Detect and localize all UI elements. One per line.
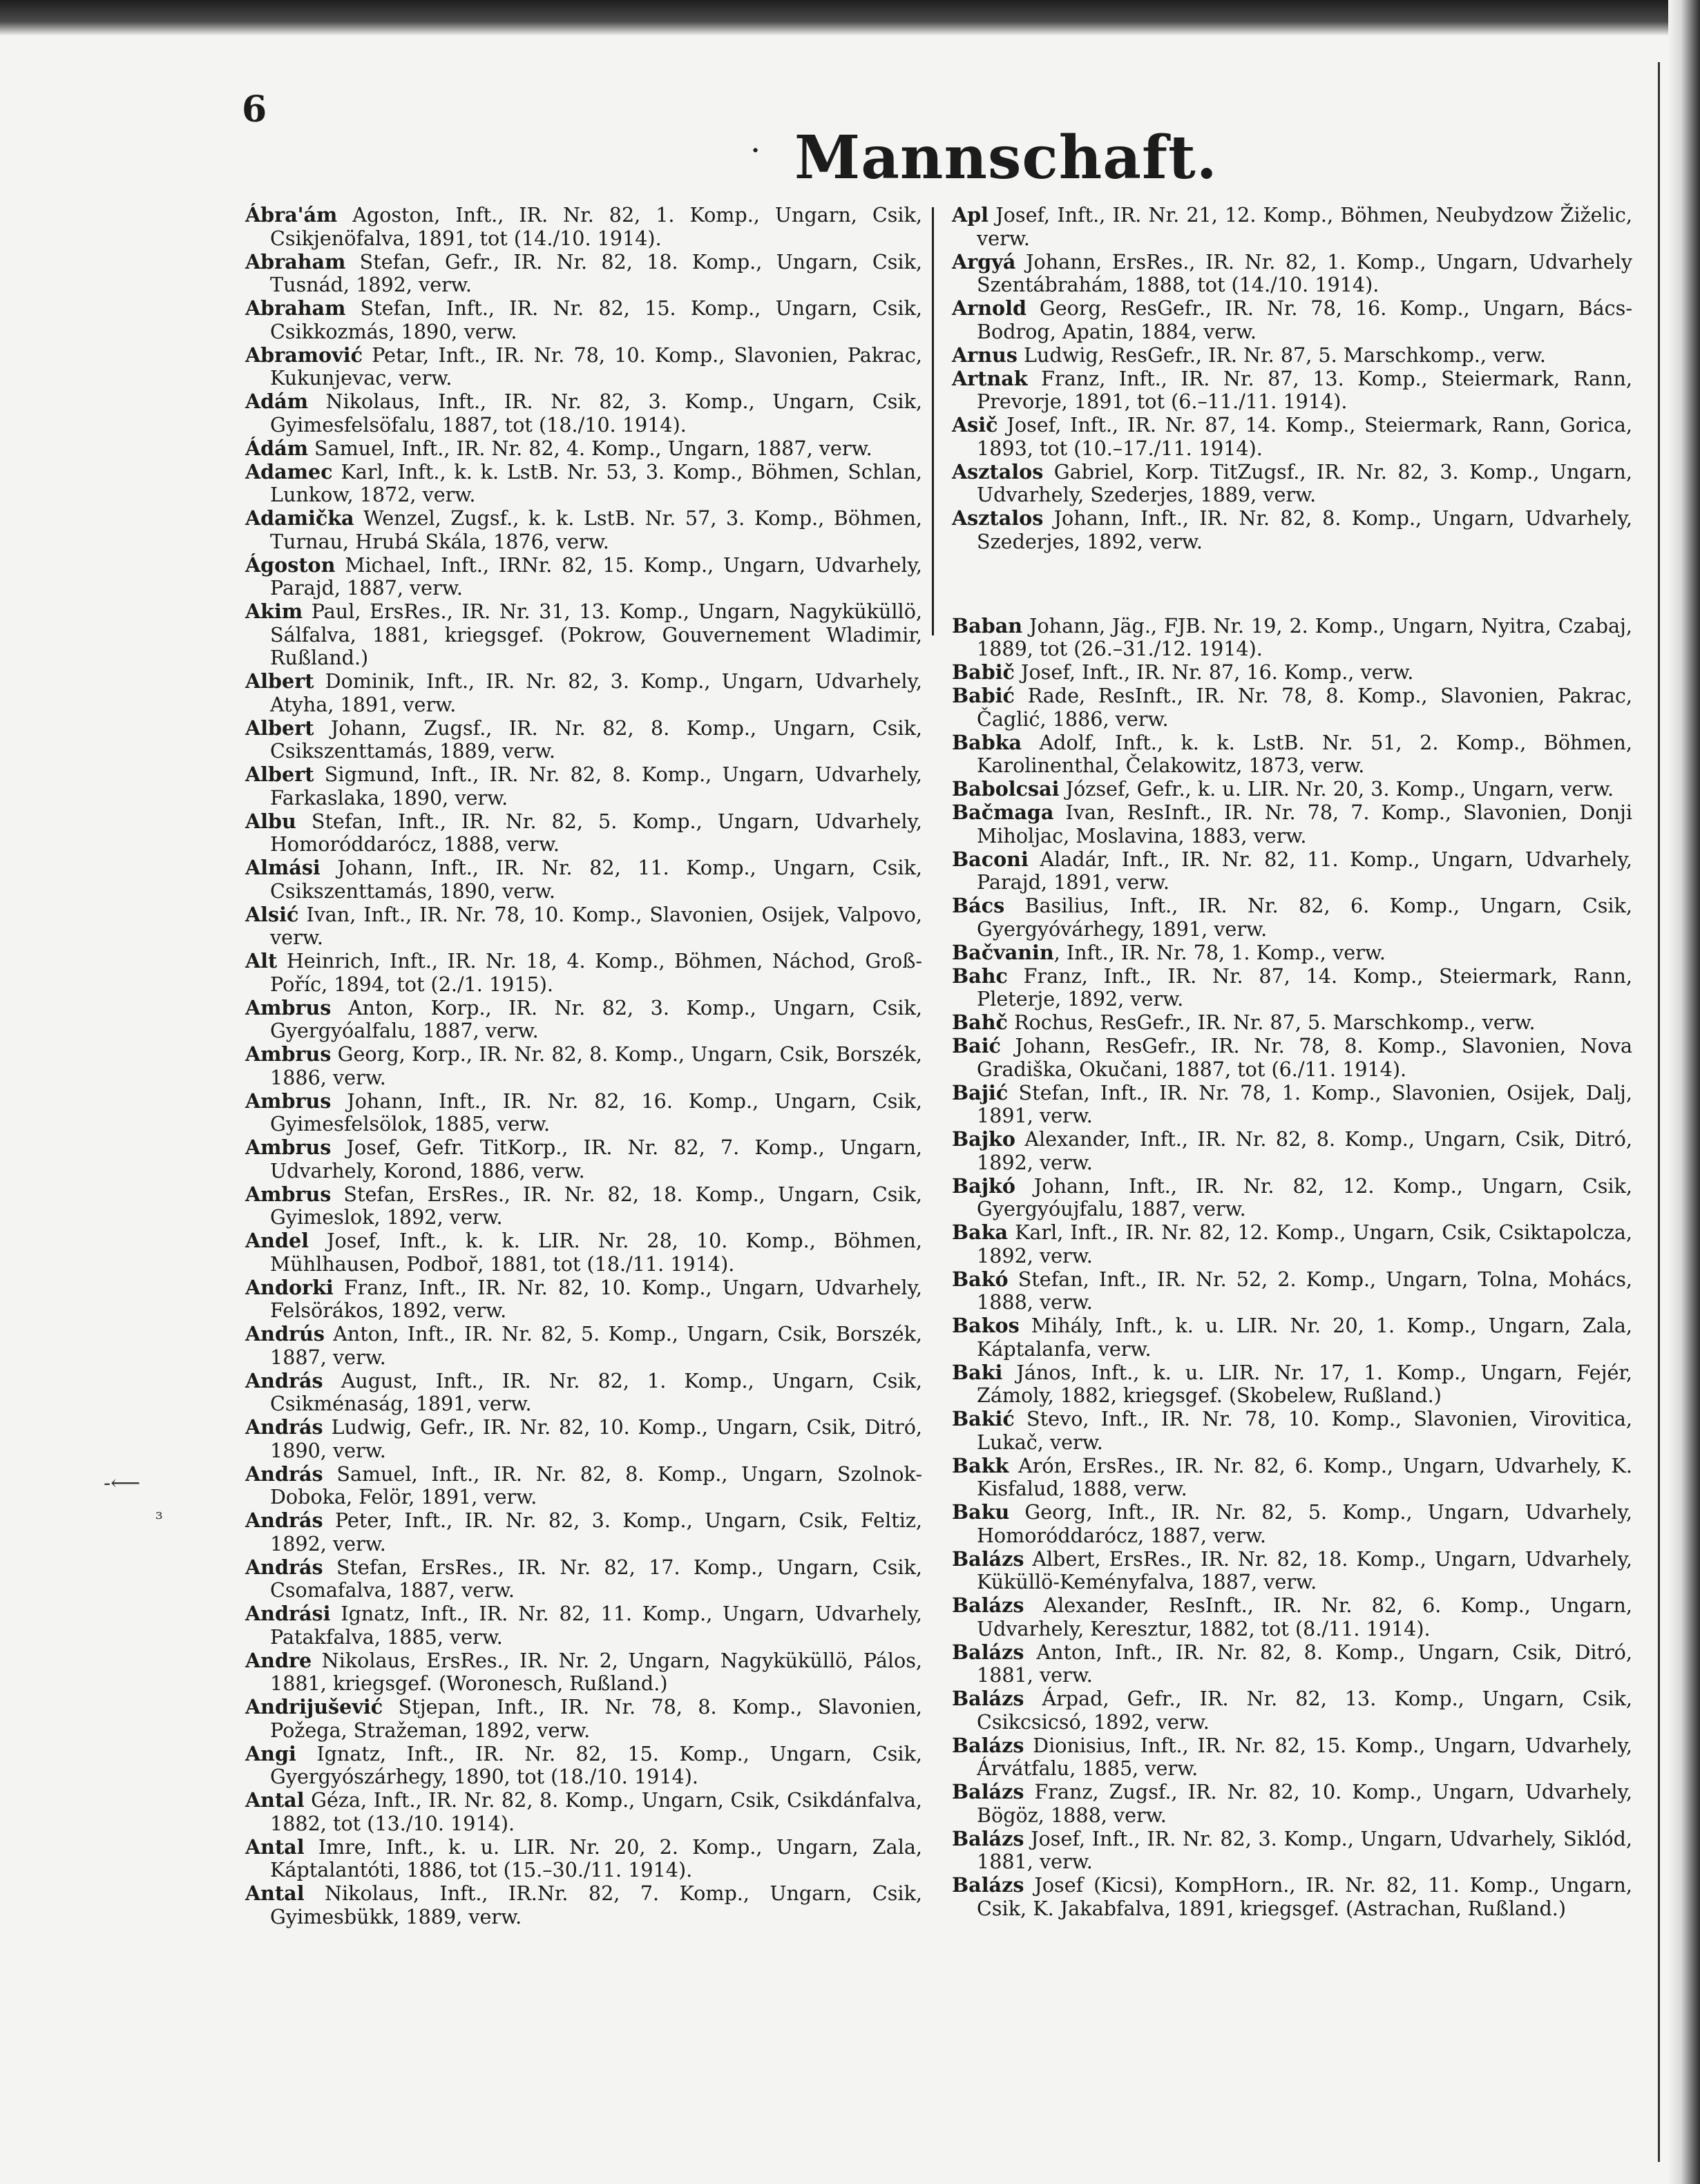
entry-details: Aladár, Inft., IR. Nr. 82, 11. Komp., Ungarn, Udvarhely, Parajd, 1891, verw. [977,847,1632,894]
entry-details: Josef, Inft., IR. Nr. 82, 3. Komp., Ungarn, Udvarhely, Siklód, 1881, verw. [977,1826,1632,1873]
register-entry [952,1221,1632,1267]
entry-details: Mihály, Inft., k. u. LIR. Nr. 20, 1. Komp., Ungarn, Zala, Káptalanfa, verw. [977,1314,1632,1361]
entry-surname: Albert [245,763,314,786]
entry-details: Rochus, ResGefr., IR. Nr. 87, 5. Marschkomp., verw. [1007,1010,1536,1034]
register-entry [952,1011,1632,1035]
register-entry [245,1743,922,1789]
entry-surname: Bahc [952,964,1008,988]
entry-details: Ludwig, Gefr., IR. Nr. 82, 10. Komp., Ungarn, Csik, Ditró, 1890, verw. [270,1415,922,1462]
entry-surname: Antal [245,1835,305,1859]
register-entry [245,251,922,297]
register-entry [952,1455,1632,1501]
entry-surname: Adamec [245,459,333,483]
entry-details: Wenzel, Zugsf., k. k. LstB. Nr. 57, 3. Komp., Böhmen, Turnau, Hrubá Skála, 1876, verw. [270,506,922,553]
register-entry [952,1408,1632,1454]
title-mark: · [750,131,761,170]
entry-details: Géza, Inft., IR. Nr. 82, 8. Komp., Ungarn, Csik, Csikdánfalva, 1882, tot (13./10. 1914). [270,1788,922,1835]
entry-surname: Albu [245,809,296,833]
register-entry [245,1276,922,1323]
entry-surname: Asztalos [952,459,1044,483]
entry-surname: Asič [952,413,998,437]
entry-surname: Baconi [952,847,1029,871]
register-entry [245,437,922,461]
entry-details: Dionisius, Inft., IR. Nr. 82, 15. Komp., Ungarn, Udvarhely, Árvátfalu, 1885, verw. [977,1733,1632,1780]
register-entry [952,1268,1632,1314]
entry-details: Stefan, Gefr., IR. Nr. 82, 18. Komp., Ungarn, Csik, Tusnád, 1892, verw. [270,249,922,296]
register-entry [245,1509,922,1555]
register-entry [952,801,1632,847]
entry-details: Stjepan, Inft., IR. Nr. 78, 8. Komp., Slavonien, Požega, Stražeman, 1892, verw. [270,1695,922,1742]
register-entry [245,600,922,670]
entry-surname: Abraham [245,249,346,274]
register-entry [952,367,1632,414]
entry-surname: Albert [245,669,314,693]
entry-details: Josef, Gefr. TitKorp., IR. Nr. 82, 7. Komp., Ungarn, Udvarhely, Korond, 1886, verw. [270,1136,922,1182]
register-entry [952,731,1632,778]
entry-surname: András [245,1415,323,1439]
entry-details: Stefan, Inft., IR. Nr. 78, 1. Komp., Slavonien, Osijek, Dalj, 1891, verw. [977,1080,1632,1127]
entry-surname: Ambrus [245,1089,332,1113]
entry-details: Ludwig, ResGefr., IR. Nr. 87, 5. Marschkomp., verw. [1017,343,1546,367]
entry-details: Michael, Inft., IRNr. 82, 15. Komp., Ungarn, Udvarhely, Parajd, 1887, verw. [270,553,922,600]
entry-details: Franz, Zugsf., IR. Nr. 82, 10. Komp., Ungarn, Udvarhely, Bögöz, 1888, verw. [977,1780,1632,1827]
entry-details: Nikolaus, ErsRes., IR. Nr. 2, Ungarn, Nagyküküllö, Pálos, 1881, kriegsgef. (Woronesch, Rußland.) [270,1648,922,1695]
register-entry [952,251,1632,297]
entry-surname: Bakó [952,1267,1009,1291]
entry-details: Stevo, Inft., IR. Nr. 78, 10. Komp., Slavonien, Virovitica, Lukač, verw. [977,1407,1632,1454]
entry-surname: Ambrus [245,1042,332,1066]
entry-details: Josef, Inft., IR. Nr. 87, 16. Komp., verw. [1014,660,1414,684]
entry-details: Árpad, Gefr., IR. Nr. 82, 13. Komp., Ungarn, Csik, Csikcsicsó, 1892, verw. [977,1687,1632,1734]
entry-surname: Bajko [952,1127,1015,1151]
entry-surname: Asztalos [952,506,1044,530]
register-entry [245,461,922,507]
entry-surname: Andorki [245,1275,334,1299]
register-entry [952,344,1632,367]
register-entry [245,1463,922,1509]
register-entry [952,1781,1632,1827]
entry-details: Basilius, Inft., IR. Nr. 82, 6. Komp., Ungarn, Csik, Gyergyóvárhegy, 1891, verw. [977,894,1632,941]
register-entry [952,615,1632,661]
entry-details: Alexander, ResInft., IR. Nr. 82, 6. Komp., Ungarn, Udvarhely, Keresztur, 1882, tot (8./11. 1914). [977,1593,1632,1640]
register-entry [952,507,1632,553]
register-entry [952,414,1632,460]
entry-surname: Arnus [952,343,1018,367]
entry-details: Stefan, Inft., IR. Nr. 82, 15. Komp., Ungarn, Csik, Csikkozmás, 1890, verw. [270,296,922,343]
entry-details: Georg, Korp., IR. Nr. 82, 8. Komp., Ungarn, Csik, Borszék, 1886, verw. [270,1042,922,1089]
register-entry [245,717,922,763]
register-entry [952,1175,1632,1221]
register-entry [952,1501,1632,1547]
entry-details: Petar, Inft., IR. Nr. 78, 10. Komp., Slavonien, Pakrac, Kukunjevac, verw. [270,343,922,390]
entry-surname: Alt [245,949,278,973]
entry-surname: Bakos [952,1314,1020,1337]
register-entry [245,997,922,1043]
entry-details: Samuel, Inft., IR. Nr. 82, 8. Komp., Ungarn, Szolnok-Doboka, Felör, 1891, verw. [270,1462,922,1508]
entry-details: Peter, Inft., IR. Nr. 82, 3. Komp., Ungarn, Csik, Feltiz, 1892, verw. [270,1508,922,1555]
register-entry [952,1314,1632,1361]
right-column [952,204,1632,1921]
entry-details: Paul, ErsRes., IR. Nr. 31, 13. Komp., Ungarn, Nagyküküllö, Sálfalva, 1881, kriegsgef. (Pokrow, Gouvernement Wladimir, Rußland.) [270,600,922,669]
register-entry [245,1370,922,1416]
entry-surname: Ambrus [245,995,332,1019]
register-entry [245,1882,922,1928]
entry-details: Josef (Kicsi), KompHorn., IR. Nr. 82, 11. Komp., Ungarn, Csik, K. Jakabfalva, 1891, kriegsgef. (Astrachan, Rußland.) [977,1873,1632,1920]
entry-surname: Almási [245,856,321,879]
page-title: Mannschaft. [794,123,1218,193]
entry-details: Albert, ErsRes., IR. Nr. 82, 18. Komp., Ungarn, Udvarhely, Küküllö-Keményfalva, 1887, verw. [977,1546,1632,1593]
scan-mark: -⟵ [104,1471,141,1495]
register-entry [245,1136,922,1182]
entry-surname: Babić [952,684,1015,707]
entry-surname: Albert [245,716,314,740]
entry-surname: András [245,1555,323,1579]
register-entry [245,1416,922,1462]
entry-surname: Bačvanin [952,940,1054,964]
entry-surname: Ambrus [245,1182,332,1206]
register-entry [245,670,922,716]
entry-surname: Baban [952,613,1023,638]
register-entry [245,1696,922,1742]
register-entry [245,344,922,390]
left-column [245,204,922,1929]
register-entry [952,1082,1632,1128]
entry-details: Arón, ErsRes., IR. Nr. 82, 6. Komp., Ungarn, Udvarhely, K. Kisfalud, 1888, verw. [977,1453,1632,1500]
register-entry [245,297,922,343]
entry-surname: Bačmaga [952,801,1054,824]
entry-surname: Ábra'ám [245,203,338,227]
entry-surname: András [245,1508,323,1532]
entry-details: Karl, Inft., k. k. LstB. Nr. 53, 3. Komp., Böhmen, Schlan, Lunkow, 1872, verw. [270,459,922,506]
entry-details: Samuel, Inft., IR. Nr. 82, 4. Komp., Ungarn, 1887, verw. [307,436,872,460]
register-entry [245,810,922,856]
entry-surname: Argyá [952,249,1016,274]
entry-surname: Balázs [952,1640,1024,1664]
entry-details: Johann, ResGefr., IR. Nr. 78, 8. Komp., Slavonien, Nova Gradiška, Okučani, 1887, tot (6./11. 1914). [977,1034,1632,1081]
register-entry [952,941,1632,965]
entry-details: Johann, Jäg., FJB. Nr. 19, 2. Komp., Ungarn, Nyitra, Czabaj, 1889, tot (26.–31./12. 1914). [977,613,1632,660]
register-entry [245,390,922,437]
entry-details: Georg, ResGefr., IR. Nr. 78, 16. Komp., Ungarn, Bács-Bodrog, Apatin, 1884, verw. [977,296,1632,343]
entry-details: Heinrich, Inft., IR. Nr. 18, 4. Komp., Böhmen, Náchod, Groß-Poříc, 1894, tot (2./1. 1915). [270,949,922,996]
entry-details: Anton, Korp., IR. Nr. 82, 3. Komp., Ungarn, Csik, Gyergyóalfalu, 1887, verw. [270,995,922,1042]
register-entry [245,1183,922,1229]
entry-surname: Apl [952,203,989,227]
entry-details: Stefan, ErsRes., IR. Nr. 82, 17. Komp., Ungarn, Csik, Csomafalva, 1887, verw. [270,1555,922,1602]
entry-details: , Inft., IR. Nr. 78, 1. Komp., verw. [1053,940,1386,964]
entry-surname: Bakić [952,1407,1015,1430]
entry-details: Stefan, Inft., IR. Nr. 82, 5. Komp., Ungarn, Udvarhely, Homoróddarócz, 1888, verw. [270,809,922,856]
register-entry [952,1687,1632,1734]
entry-details: Johann, Inft., IR. Nr. 82, 11. Komp., Ungarn, Csik, Csikszenttamás, 1890, verw. [270,856,922,903]
register-entry [952,204,1632,250]
entry-details: Agoston, Inft., IR. Nr. 82, 1. Komp., Ungarn, Csik, Csikjenöfalva, 1891, tot (14./10. 1914). [270,203,922,250]
entry-surname: Bahč [952,1010,1008,1034]
entry-surname: Balázs [952,1687,1024,1710]
register-entry [245,1043,922,1089]
entry-surname: Balázs [952,1593,1024,1617]
entry-surname: Angi [245,1741,296,1765]
register-entry [245,1229,922,1276]
register-entry [952,1128,1632,1174]
entry-surname: András [245,1368,323,1392]
register-entry [245,507,922,553]
entry-details: Franz, Inft., IR. Nr. 87, 14. Komp., Steiermark, Rann, Pleterje, 1892, verw. [977,964,1632,1010]
entry-details: Josef, Inft., IR. Nr. 21, 12. Komp., Böhmen, Neubydzow Žiželic, verw. [977,203,1632,250]
register-entry [245,1789,922,1835]
entry-details: Ivan, Inft., IR. Nr. 78, 10. Komp., Slavonien, Osijek, Valpovo, verw. [270,902,922,949]
entry-surname: Andel [245,1229,309,1252]
entry-details: János, Inft., k. u. LIR. Nr. 17, 1. Komp., Ungarn, Fejér, Zámoly, 1882, kriegsgef. (Skobelew, Rußland.) [977,1360,1632,1407]
entry-surname: Baki [952,1360,1003,1384]
entry-details: Stefan, ErsRes., IR. Nr. 82, 18. Komp., Ungarn, Csik, Gyimeslok, 1892, verw. [270,1182,922,1229]
entry-surname: Adám [245,390,308,413]
entry-surname: Balázs [952,1733,1024,1757]
register-entry [952,461,1632,507]
scan-edge-right [1668,0,1700,2184]
register-entry [952,965,1632,1011]
entry-surname: Abraham [245,296,346,320]
entry-surname: Akim [245,600,303,623]
entry-surname: Ambrus [245,1136,332,1159]
register-entry [245,1556,922,1602]
register-entry [952,1548,1632,1594]
register-entry [245,903,922,950]
entry-details: Alexander, Inft., IR. Nr. 82, 8. Komp., Ungarn, Csik, Ditró, 1892, verw. [977,1127,1632,1174]
scan-mark: ɜ [155,1506,163,1522]
entry-surname: Balázs [952,1873,1024,1897]
entry-surname: András [245,1462,323,1486]
entry-details: August, Inft., IR. Nr. 82, 1. Komp., Ungarn, Csik, Csikménaság, 1891, verw. [270,1368,922,1415]
entry-surname: Andrús [245,1322,325,1345]
register-entry [952,1734,1632,1781]
entry-surname: Bajkó [952,1174,1015,1198]
entry-details: Johann, Zugsf., IR. Nr. 82, 8. Komp., Ungarn, Csik, Csikszenttamás, 1889, verw. [270,716,922,763]
entry-details: Imre, Inft., k. u. LIR. Nr. 20, 2. Komp., Ungarn, Zala, Káptalantóti, 1886, tot (15.–30./11. 1914). [270,1835,922,1881]
right-column-b-entries [952,615,1632,1921]
column-gap [952,554,1632,615]
entry-surname: Baić [952,1034,1001,1057]
register-entry [952,1361,1632,1408]
entry-surname: Ádám [245,436,308,460]
entry-surname: Bakk [952,1453,1009,1477]
entry-details: Ignatz, Inft., IR. Nr. 82, 11. Komp., Ungarn, Udvarhely, Patakfalva, 1885, verw. [270,1602,922,1649]
register-entry [952,894,1632,941]
register-entry [952,661,1632,684]
entry-surname: Antal [245,1881,305,1905]
entry-surname: Babič [952,660,1015,684]
register-entry [952,1641,1632,1687]
entry-surname: Bajić [952,1080,1009,1104]
register-entry [245,1602,922,1649]
page-number: 6 [242,88,267,131]
register-entry [952,684,1632,731]
entry-surname: Abramović [245,343,363,367]
entry-surname: Balázs [952,1780,1024,1803]
entry-details: Rade, ResInft., IR. Nr. 78, 8. Komp., Slavonien, Pakrac, Čaglić, 1886, verw. [977,684,1632,731]
entry-surname: Bács [952,894,1005,917]
register-entry [952,778,1632,801]
entry-surname: Artnak [952,366,1028,390]
entry-surname: Balázs [952,1546,1024,1571]
entry-details: Johann, Inft., IR. Nr. 82, 12. Komp., Ungarn, Csik, Gyergyóujfalu, 1887, verw. [977,1174,1632,1220]
entry-surname: Alsić [245,902,299,926]
register-entry [245,554,922,600]
register-entry [245,950,922,996]
entry-surname: Andre [245,1648,312,1672]
scan-edge-line [1658,62,1660,2162]
entry-details: Johann, Inft., IR. Nr. 82, 16. Komp., Ungarn, Csik, Gyimesfelsölok, 1885, verw. [270,1089,922,1136]
entry-surname: Baka [952,1220,1009,1244]
entry-surname: Babolcsai [952,777,1060,801]
register-entry [952,1874,1632,1920]
entry-surname: Baku [952,1500,1010,1524]
entry-details: Stefan, Inft., IR. Nr. 52, 2. Komp., Ungarn, Tolna, Mohács, 1888, verw. [977,1267,1632,1314]
entry-details: Johann, Inft., IR. Nr. 82, 8. Komp., Ungarn, Udvarhely, Szederjes, 1892, verw. [977,506,1632,553]
register-entry [245,763,922,810]
entry-details: Josef, Inft., IR. Nr. 87, 14. Komp., Steiermark, Rann, Gorica, 1893, tot (10.–17./11. 1914). [977,413,1632,460]
register-entry [245,1649,922,1696]
entry-details: Johann, ErsRes., IR. Nr. 82, 1. Komp., Ungarn, Udvarhely Szentábrahám, 1888, tot (14./10. 1914). [977,249,1632,296]
register-entry [245,1323,922,1369]
entry-details: Karl, Inft., IR. Nr. 82, 12. Komp., Ungarn, Csik, Csiktapolcza, 1892, verw. [977,1220,1632,1267]
register-entry [952,848,1632,894]
entry-details: Anton, Inft., IR. Nr. 82, 8. Komp., Ungarn, Csik, Ditró, 1881, verw. [977,1640,1632,1687]
register-entry [952,1828,1632,1874]
entry-details: Ignatz, Inft., IR. Nr. 82, 15. Komp., Ungarn, Csik, Gyergyószárhegy, 1890, tot (18./10. 1914). [270,1741,922,1788]
entry-surname: Adamička [245,506,354,530]
entry-surname: Balázs [952,1826,1024,1850]
register-entry [245,1090,922,1136]
entry-details: Franz, Inft., IR. Nr. 82, 10. Komp., Ungarn, Udvarhely, Felsörákos, 1892, verw. [270,1275,922,1322]
register-entry [245,1836,922,1882]
entry-details: Dominik, Inft., IR. Nr. 82, 3. Komp., Ungarn, Udvarhely, Atyha, 1891, verw. [270,669,922,716]
entry-details: Adolf, Inft., k. k. LstB. Nr. 51, 2. Komp., Böhmen, Karolinenthal, Čelakowitz, 1873, verw. [977,730,1632,777]
entry-details: Nikolaus, Inft., IR. Nr. 82, 3. Komp., Ungarn, Csik, Gyimesfelsöfalu, 1887, tot (18./10. 1914). [270,390,922,437]
entry-details: Georg, Inft., IR. Nr. 82, 5. Komp., Ungarn, Udvarhely, Homoróddarócz, 1887, verw. [977,1500,1632,1547]
register-entry [952,1035,1632,1081]
register-entry [952,1594,1632,1640]
entry-surname: Andrási [245,1602,331,1625]
entry-surname: Babka [952,730,1022,754]
entry-surname: Andrijušević [245,1695,383,1718]
right-column-a-entries [952,204,1632,553]
register-entry [245,856,922,903]
entry-details: Nikolaus, Inft., IR.Nr. 82, 7. Komp., Ungarn, Csik, Gyimesbükk, 1889, verw. [270,1881,922,1928]
entry-details: Josef, Inft., k. k. LIR. Nr. 28, 10. Komp., Böhmen, Mühlhausen, Podbor̆, 1881, tot (18./11. 1914). [270,1229,922,1276]
register-entry [952,297,1632,343]
entry-details: Anton, Inft., IR. Nr. 82, 5. Komp., Ungarn, Csik, Borszék, 1887, verw. [270,1322,922,1369]
scan-edge-top [0,0,1700,36]
entry-details: József, Gefr., k. u. LIR. Nr. 20, 3. Komp., Ungarn, verw. [1059,777,1614,801]
entry-surname: Antal [245,1788,305,1812]
column-divider [932,207,934,635]
entry-details: Ivan, ResInft., IR. Nr. 78, 7. Komp., Slavonien, Donji Miholjac, Moslavina, 1883, verw. [977,801,1632,847]
entry-surname: Arnold [952,296,1026,320]
register-entry [245,204,922,250]
entry-details: Gabriel, Korp. TitZugsf., IR. Nr. 82, 3. Komp., Ungarn, Udvarhely, Szederjes, 1889, verw. [977,459,1632,506]
entry-details: Franz, Inft., IR. Nr. 87, 13. Komp., Steiermark, Rann, Prevorje, 1891, tot (6.–11./11. 1914). [977,366,1632,413]
entry-details: Sigmund, Inft., IR. Nr. 82, 8. Komp., Ungarn, Udvarhely, Farkaslaka, 1890, verw. [270,763,922,810]
entry-surname: Ágoston [245,553,336,577]
